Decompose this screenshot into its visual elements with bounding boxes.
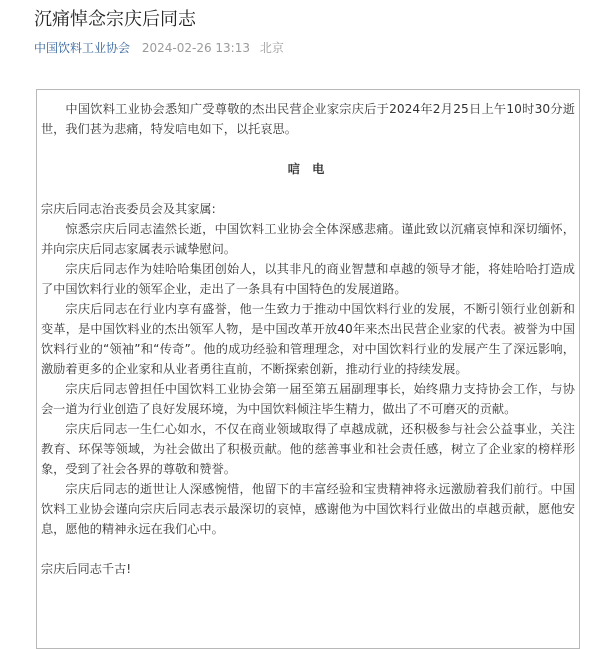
publish-datetime: 2024-02-26 13:13 xyxy=(141,41,250,55)
article-meta xyxy=(34,40,284,56)
body-paragraph: 宗庆后同志一生仁心如水，不仅在商业领域取得了卓越成就，还积极参与社会公益事业，关注教育、环保等领域，为社会做出了积极贡献。他的慈善事业和社会责任感，树立了企业家的榜样形象，受到了社会各界的尊敬和赞誉。 xyxy=(41,422,575,476)
article-title: 沉痛悼念宗庆后同志 xyxy=(34,9,196,30)
source-link[interactable]: 中国饮料工业协会 xyxy=(34,41,131,55)
telegram-heading: 唁 电 xyxy=(287,162,329,176)
body-paragraph: 惊悉宗庆后同志溘然长逝，中国饮料工业协会全体深感悲痛。谨此致以沉痛哀悼和深切缅怀，并向宗庆后同志家属表示诚挚慰问。 xyxy=(41,222,575,256)
body-paragraph: 宗庆后同志曾担任中国饮料工业协会第一届至第五届副理事长，始终鼎力支持协会工作，与协会一道为行业创造了良好发展环境，为中国饮料倾注毕生精力，做出了不可磨灭的贡献。 xyxy=(41,382,575,416)
addressee: 宗庆后同志治丧委员会及其家属: xyxy=(41,202,216,216)
body-paragraph: 宗庆后同志的逝世让人深感惋惜，他留下的丰富经验和宝贵精神将永远激励着我们前行。中国饮料工业协会谨向宗庆后同志表示最深切的哀悼，感谢他为中国饮料行业做出的卓越贡献，愿他安息，愿他的精神永远在我们心中。 xyxy=(41,482,575,536)
article-body xyxy=(41,99,575,579)
closing-line: 宗庆后同志千古! xyxy=(41,562,132,576)
intro-paragraph: 中国饮料工业协会悉知广受尊敬的杰出民营企业家宗庆后于2024年2月25日上午10时30分逝世，我们甚为悲痛，特发唁电如下，以托哀思。 xyxy=(41,102,575,136)
body-paragraph: 宗庆后同志作为娃哈哈集团创始人，以其非凡的商业智慧和卓越的领导才能，将娃哈哈打造成了中国饮料行业的领军企业，走出了一条具有中国特色的发展道路。 xyxy=(41,262,575,296)
spacer xyxy=(41,539,575,559)
body-paragraph: 宗庆后同志在行业内享有盛誉，他一生致力于推动中国饮料行业的发展，不断引领行业创新和变革，是中国饮料业的杰出领军人物，是中国改革开放40年来杰出民营企业家的代表。被誉为中国饮料行业的“领袖”和“传奇”。他的成功经验和管理理念，对中国饮料行业的发展产生了深远影响，激励着更多的企业家和从业者勇往直前，不断探索创新，推动行业的持续发展。 xyxy=(41,302,575,376)
publish-location: 北京 xyxy=(259,41,284,55)
